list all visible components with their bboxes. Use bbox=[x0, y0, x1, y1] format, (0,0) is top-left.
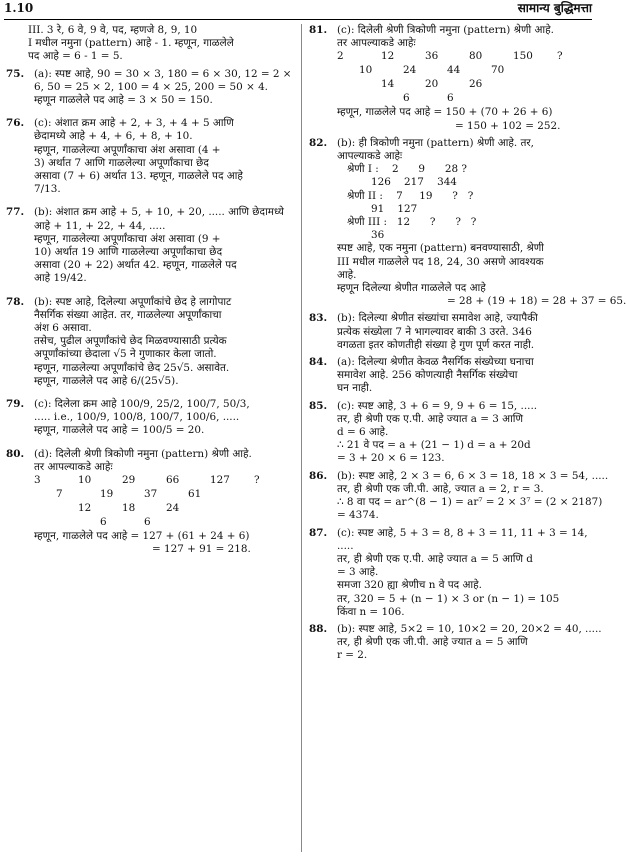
spacer bbox=[6, 388, 290, 398]
question-number: 79. bbox=[6, 398, 25, 411]
answer-line: असावा (7 + 6) अर्थात 13. म्हणून, गाळलेले पद आहे bbox=[34, 170, 243, 183]
triangle-number: 6 bbox=[403, 92, 410, 105]
question-78 bbox=[6, 296, 290, 388]
answer-line: = 3 + 20 × 6 = 123. bbox=[337, 452, 445, 465]
question-75 bbox=[6, 68, 290, 108]
option-label: (a) bbox=[337, 356, 352, 369]
question-80 bbox=[6, 448, 290, 557]
question-76 bbox=[6, 117, 290, 196]
question-number: 82. bbox=[309, 136, 328, 149]
triangle-number: 10 bbox=[78, 474, 92, 487]
answer-line: प्रत्येक संख्येला 7 ने भागल्यावर बाकी 3 उरते. 346 bbox=[337, 325, 532, 338]
question-number: 81. bbox=[309, 24, 328, 36]
question-81 bbox=[309, 24, 593, 133]
answer-line: III मधील गाळलेले पद 18, 24, 30 असणे आवश्यक bbox=[337, 255, 544, 268]
triangle-number: 6 bbox=[144, 516, 151, 529]
option-label: (b) bbox=[337, 469, 352, 482]
answer-line: आहे. bbox=[337, 268, 357, 281]
answer-line bbox=[34, 296, 290, 309]
intro-line: पद आहे = 6 - 1 = 5. bbox=[28, 50, 123, 63]
question-77 bbox=[6, 206, 290, 285]
question-number: 87. bbox=[309, 526, 328, 539]
answer-line: तर, ही श्रेणी एक ए.पी. आहे ज्यात a = 5 आणि d bbox=[337, 552, 533, 565]
answer-line bbox=[34, 448, 290, 461]
answer-line bbox=[34, 68, 290, 81]
triangle-number: 6 bbox=[100, 516, 107, 529]
left-column bbox=[6, 24, 290, 852]
answer-line: तर, ही श्रेणी एक ए.पी. आहे ज्यात a = 3 आणि bbox=[337, 412, 523, 425]
answer-line: = 4374. bbox=[337, 509, 379, 522]
answer-line: तर आपल्याकडे आहेः bbox=[337, 37, 416, 50]
answer-line: आहे + 11, + 22, + 44, ..... bbox=[34, 219, 166, 232]
answer-line bbox=[337, 622, 602, 636]
answer-line: म्हणून, गाळलेल्या अपूर्णांकाचा अंश असावा (9 + bbox=[34, 232, 221, 245]
series-line: श्रेणी III : 12 ? ? ? bbox=[347, 216, 477, 229]
answer-line bbox=[337, 527, 593, 540]
answer-line bbox=[337, 356, 593, 369]
triangle-number: 12 bbox=[381, 50, 395, 63]
triangle-number: 3 bbox=[34, 474, 41, 487]
answer-text: : दिलेल्या श्रेणीत संख्यांचा समावेश आहे, ज्यापैकी bbox=[351, 312, 538, 325]
option-label: (d) bbox=[34, 447, 49, 460]
triangle-number: 24 bbox=[166, 502, 180, 515]
answer-line: अपूर्णांकांच्या छेदाला √5 ने गुणाकार केला जातो. bbox=[34, 348, 217, 361]
spacer bbox=[6, 107, 290, 117]
triangle-number: 18 bbox=[122, 502, 136, 515]
series-line: 36 bbox=[371, 229, 385, 242]
answer-line: ..... bbox=[337, 539, 354, 552]
question-79 bbox=[6, 398, 290, 438]
answer-line: आपल्याकडे आहेः bbox=[337, 150, 403, 163]
triangle-number: 24 bbox=[403, 64, 417, 77]
option-label: (c) bbox=[337, 399, 351, 412]
answer-line: छेदामध्ये आहे + 4, + 6, + 8, + 10. bbox=[34, 130, 193, 143]
answer-line: किंवा n = 106. bbox=[337, 605, 405, 618]
triangle-number: 61 bbox=[188, 488, 202, 501]
option-label: (b) bbox=[337, 312, 352, 325]
answer-line: r = 2. bbox=[337, 649, 368, 662]
answer-text: : स्पष्ट आहे, 90 = 30 × 3, 180 = 6 × 30, 12 = 2 × bbox=[48, 67, 292, 80]
answer-line: समजा 320 ह्या श्रेणीच n वे पद आहे. bbox=[337, 579, 482, 592]
answer-text: : अंशात क्रम आहे + 5, + 10, + 20, ..... आणि छेदामध्ये bbox=[48, 206, 284, 219]
answer-line bbox=[337, 312, 593, 325]
series-line: श्रेणी I : 2 9 28 ? bbox=[347, 163, 467, 176]
option-label: (b) bbox=[337, 136, 352, 149]
answer-line: तर, ही श्रेणी एक जी.पी. आहे, ज्यात a = 2, r = 3. bbox=[337, 482, 544, 495]
triangle-number: 14 bbox=[381, 78, 395, 91]
answer-line: 3) अर्थात 7 आणि गाळलेल्या अपूर्णांकाचा छेद bbox=[34, 156, 209, 169]
triangle-number: 12 bbox=[78, 502, 92, 515]
answer-line: असावा (20 + 22) अर्थात 42. म्हणून, गाळलेले पद bbox=[34, 259, 237, 272]
triangle-number: 36 bbox=[425, 50, 439, 63]
answer-line bbox=[34, 398, 290, 411]
answer-line: तर, 320 = 5 + (n − 1) × 3 or (n − 1) = 105 bbox=[337, 592, 560, 605]
answer-text: : दिलेल्या श्रेणीत केवळ नैसर्गिक संख्येच्या घनाचा bbox=[351, 356, 534, 369]
answer-line: नैसर्गिक संख्या आहेत. तर, गाळलेल्या अपूर्णांकाचा bbox=[34, 308, 222, 321]
answer-line: ∴ 8 वा पद = ar^(8 − 1) = ar⁷ = 2 × 3⁷ = (2 × 2187) bbox=[337, 496, 603, 509]
answer-text: : ही त्रिकोणी नमुना (pattern) श्रेणी आहे. तर, bbox=[351, 136, 534, 149]
answer-line: म्हणून दिलेल्या श्रेणीत गाळलेले पद आहे bbox=[337, 282, 486, 295]
spacer bbox=[309, 663, 593, 667]
answer-line bbox=[337, 137, 593, 150]
triangle-number: 70 bbox=[491, 64, 505, 77]
question-82 bbox=[309, 136, 626, 309]
triangle-number: 7 bbox=[56, 488, 63, 501]
question-86 bbox=[309, 469, 609, 523]
option-label: (c) bbox=[34, 398, 48, 411]
answer-line: ..... i.e., 100/9, 100/8, 100/7, 100/6, ..... bbox=[34, 411, 240, 424]
intro-line: I मधील नमुना (pattern) आहे - 1. म्हणून, गाळलेले bbox=[28, 37, 234, 50]
answer-line: म्हणून, गाळलेले पद आहे = 100/5 = 20. bbox=[34, 424, 205, 437]
question-85 bbox=[309, 400, 593, 466]
triangle-number: 19 bbox=[100, 488, 114, 501]
triangle-number: 66 bbox=[166, 474, 180, 487]
question-83 bbox=[309, 312, 593, 352]
triangle-number: ? bbox=[254, 474, 260, 487]
answer-line: म्हणून, गाळलेले पद आहे 6/(25√5). bbox=[34, 374, 179, 387]
answer-line: d = 6 आहे. bbox=[337, 426, 389, 439]
triangle-number: 29 bbox=[122, 474, 136, 487]
answer-line: 6, 50 = 25 × 2, 100 = 4 × 25, 200 = 50 × 4. bbox=[34, 80, 268, 93]
right-column bbox=[309, 24, 626, 852]
answer-line bbox=[337, 400, 593, 413]
answer-line bbox=[34, 117, 290, 130]
answer-line: म्हणून, गाळलेले पद आहे = 150 + (70 + 26 + 6) bbox=[337, 106, 553, 119]
answer-line: अंश 6 असावा. bbox=[34, 322, 92, 335]
answer-text: : दिलेली श्रेणी त्रिकोणी नमुना (pattern) श्रेणी आहे. bbox=[48, 447, 252, 460]
book-title: सामान्य बुद्धिमत्ता bbox=[517, 1, 592, 15]
option-label: (b) bbox=[34, 206, 49, 219]
question-number: 88. bbox=[309, 622, 328, 635]
answer-line: तर, ही श्रेणी एक जी.पी. आहे ज्यात a = 5 आणि bbox=[337, 636, 528, 649]
triangle-number: 44 bbox=[447, 64, 461, 77]
answer-line: तसेच, पुढील अपूर्णांकांचे छेद मिळवण्यासाठी प्रत्येक bbox=[34, 335, 227, 348]
triangle-number: 6 bbox=[447, 92, 454, 105]
spacer bbox=[6, 286, 290, 296]
option-label: (b) bbox=[337, 622, 352, 635]
question-number: 85. bbox=[309, 399, 328, 412]
answer-line: म्हणून, गाळलेले पद आहे = 127 + (61 + 24 + 6) bbox=[34, 530, 250, 543]
option-label: (c) bbox=[34, 117, 48, 130]
question-87 bbox=[309, 527, 593, 619]
series-line: श्रेणी II : 7 19 ? ? bbox=[347, 189, 474, 202]
answer-text: : स्पष्ट आहे, 5×2 = 10, 10×2 = 20, 20×2 = 40, ..... bbox=[351, 622, 602, 635]
answer-line: तर आपल्याकडे आहेः bbox=[34, 460, 113, 473]
answer-line: ∴ 21 वे पद = a + (21 − 1) d = a + 20d bbox=[337, 439, 531, 452]
answer-line: = 3 आहे. bbox=[337, 566, 379, 579]
question-number: 86. bbox=[309, 469, 328, 482]
triangle-diagram bbox=[337, 50, 593, 106]
option-label: (a) bbox=[34, 67, 49, 80]
triangle-number: 37 bbox=[144, 488, 158, 501]
question-number: 84. bbox=[309, 356, 328, 369]
spacer bbox=[6, 196, 290, 206]
question-number: 77. bbox=[6, 206, 25, 219]
question-number: 76. bbox=[6, 117, 25, 130]
spacer bbox=[6, 438, 290, 448]
question-number: 80. bbox=[6, 447, 25, 460]
answer-text: : दिलेली श्रेणी त्रिकोणी नमुना (pattern) श्रेणी आहे. bbox=[350, 24, 554, 36]
intro-line: III. 3 रे, 6 वे, 9 वे, पद, म्हणजे 8, 9, 10 bbox=[28, 24, 198, 36]
answer-line: म्हणून, गाळलेल्या अपूर्णांकांचे छेद 25√5. असावेत. bbox=[34, 361, 230, 374]
triangle-diagram bbox=[34, 474, 290, 530]
triangle-number: 20 bbox=[425, 78, 439, 91]
question-number: 75. bbox=[6, 67, 25, 80]
page-header bbox=[4, 2, 592, 18]
answer-line: = 127 + 91 = 218. bbox=[152, 543, 251, 556]
answer-line: = 150 + 102 = 252. bbox=[455, 119, 561, 132]
question-88 bbox=[309, 622, 602, 663]
answer-line: = 28 + (19 + 18) = 28 + 37 = 65. bbox=[447, 295, 626, 308]
option-label: (b) bbox=[34, 295, 49, 308]
triangle-number: 127 bbox=[210, 474, 230, 487]
page-number: 1.10 bbox=[4, 1, 34, 15]
question-84 bbox=[309, 356, 593, 396]
option-label: (c) bbox=[337, 24, 351, 36]
answer-text: : स्पष्ट आहे, 2 × 3 = 6, 6 × 3 = 18, 18 × 3 = 54, ..... bbox=[351, 469, 609, 482]
column-divider bbox=[301, 24, 302, 852]
answer-line: 7/13. bbox=[34, 183, 61, 196]
series-line: 91 127 bbox=[371, 202, 418, 215]
triangle-number: 80 bbox=[469, 50, 483, 63]
triangle-number: 26 bbox=[469, 78, 483, 91]
answer-text: : स्पष्ट आहे, दिलेल्या अपूर्णांकांचे छेद हे लागोपाट bbox=[48, 295, 232, 308]
triangle-number: 150 bbox=[513, 50, 533, 63]
answer-line: स्पष्ट आहे, एक नमुना (pattern) बनवण्यासाठी, श्रेणी bbox=[337, 242, 544, 255]
series-line: 126 217 344 bbox=[371, 176, 457, 189]
answer-line bbox=[337, 469, 609, 483]
answer-text: : स्पष्ट आहे, 3 + 6 = 9, 9 + 6 = 15, ..... bbox=[350, 399, 538, 412]
triangle-number: 10 bbox=[359, 64, 373, 77]
answer-line: म्हणून, गाळलेल्या अपूर्णांकाचा अंश असावा (4 + bbox=[34, 143, 221, 156]
question-number: 78. bbox=[6, 295, 25, 308]
answer-line: समावेश आहे. 256 कोणत्याही नैसर्गिक संख्येचा bbox=[337, 369, 518, 382]
answer-line: घन नाही. bbox=[337, 382, 373, 395]
answer-line: म्हणून गाळलेले पद आहे = 3 × 50 = 150. bbox=[34, 94, 213, 107]
triangle-number: ? bbox=[557, 50, 563, 63]
answer-text: : अंशात क्रम आहे + 2, + 3, + 4 + 5 आणि bbox=[47, 117, 234, 130]
answer-line: वगळता इतर कोणतीही संख्या हे गुण पूर्ण करत नाही. bbox=[337, 338, 535, 351]
answer-text: : दिलेला क्रम आहे 100/9, 25/2, 100/7, 50/3, bbox=[47, 398, 250, 411]
answer-line: 10) अर्थात 19 आणि गाळलेल्या अपूर्णांकाचा छेद bbox=[34, 246, 223, 259]
option-label: (c) bbox=[337, 526, 351, 539]
answer-line: आहे 19/42. bbox=[34, 272, 87, 285]
answer-line bbox=[337, 24, 593, 37]
header-rule bbox=[4, 19, 592, 20]
answer-line bbox=[34, 206, 290, 219]
answer-text: : स्पष्ट आहे, 5 + 3 = 8, 8 + 3 = 11, 11 + 3 = 14, bbox=[350, 526, 588, 539]
triangle-number: 2 bbox=[337, 50, 344, 63]
question-number: 83. bbox=[309, 312, 328, 325]
